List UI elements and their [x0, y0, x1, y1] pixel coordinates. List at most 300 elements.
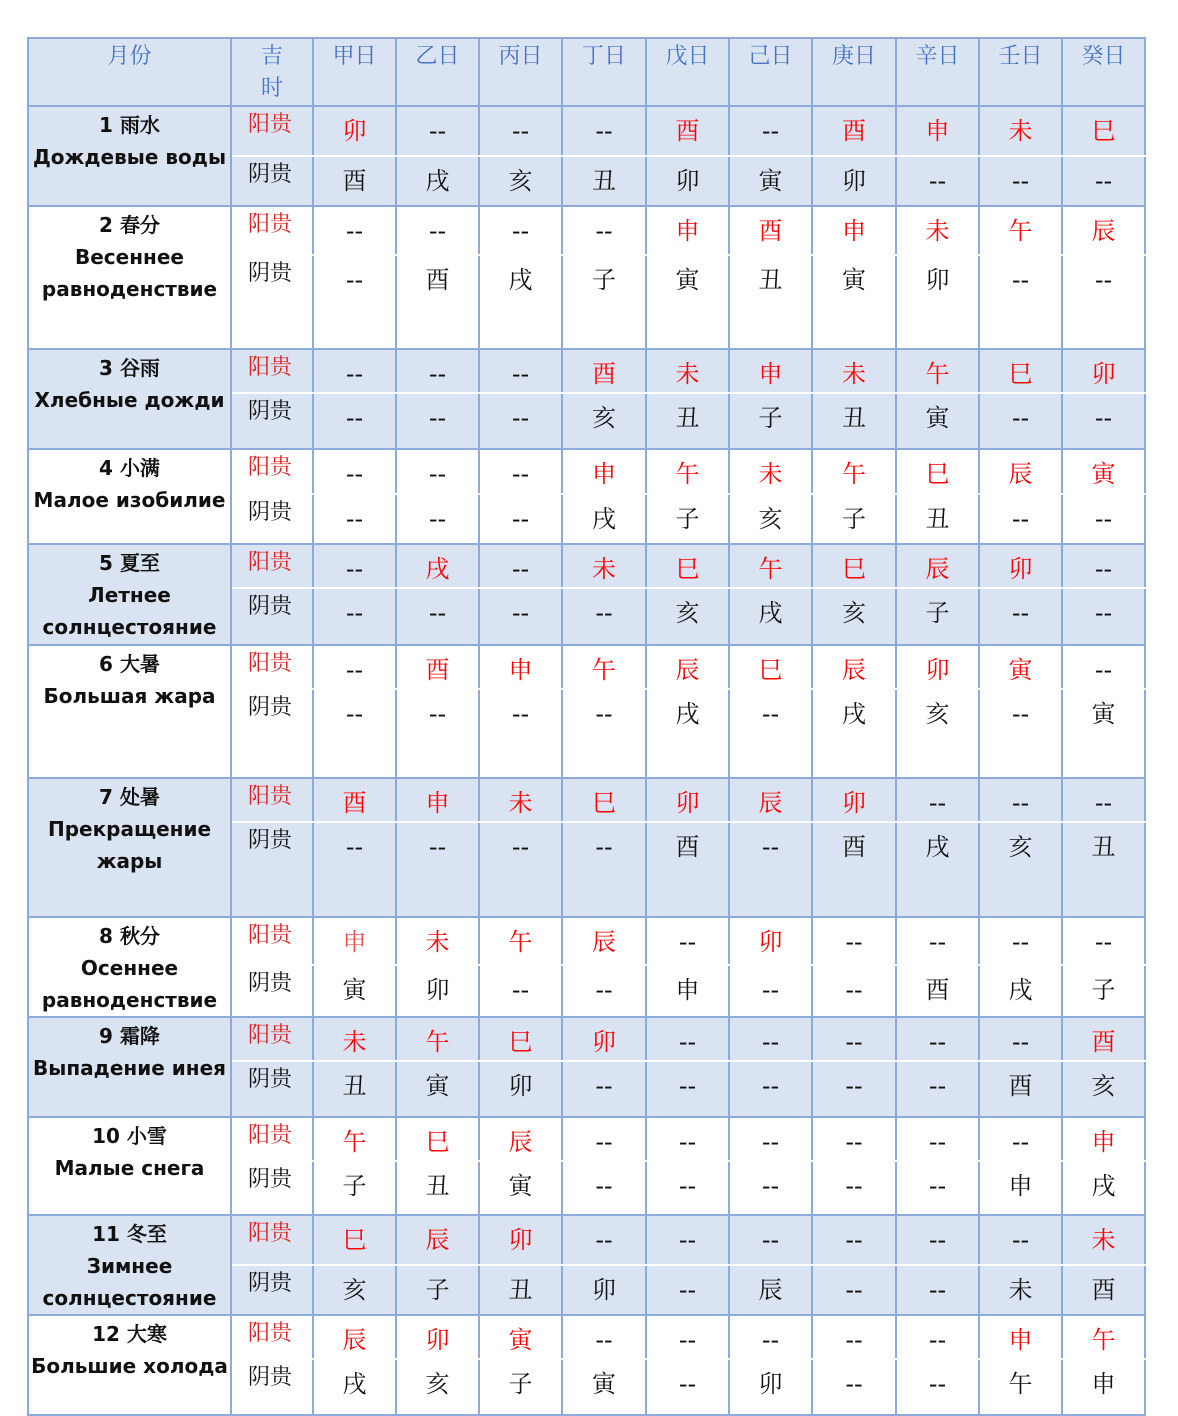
table-row: [28, 206, 1145, 255]
yang-value-cell: --: [479, 349, 562, 393]
month-number: 4: [99, 456, 113, 480]
yin-value-cell: 寅: [646, 255, 729, 349]
yang-value-cell: --: [1062, 778, 1145, 822]
month-russian-name: Прекращение жары: [47, 817, 212, 873]
yang-value-cell: 巳: [646, 544, 729, 588]
yin-value-cell: --: [812, 965, 896, 1017]
yang-value-cell: 巳: [729, 645, 812, 689]
yin-value-cell: 丑: [562, 156, 646, 206]
yang-value-cell: 申: [979, 1315, 1062, 1359]
month-cell: [28, 106, 231, 206]
yin-label: 阴贵: [231, 1359, 313, 1415]
yang-value-cell: 酉: [1062, 1017, 1145, 1061]
yang-label: 阳贵: [231, 449, 313, 494]
month-russian-name: Летнее солнцестояние: [42, 583, 217, 639]
yang-value-cell: 申: [396, 778, 479, 822]
yang-value-cell: 辰: [812, 645, 896, 689]
yin-value-cell: 午: [979, 1359, 1062, 1415]
month-chinese-name: 秋分: [119, 924, 160, 948]
yang-value-cell: --: [896, 1017, 979, 1061]
yin-value-cell: --: [562, 965, 646, 1017]
yin-value-cell: 戌: [313, 1359, 396, 1415]
yang-value-cell: 申: [562, 449, 646, 494]
month-russian-name: Дождевые воды: [32, 145, 227, 169]
header-ji-bottom: 时: [260, 76, 283, 101]
yang-value-cell: 申: [896, 106, 979, 156]
yang-value-cell: --: [1062, 645, 1145, 689]
yin-value-cell: 寅: [1062, 689, 1145, 778]
yang-value-cell: --: [729, 106, 812, 156]
yang-value-cell: --: [562, 1215, 646, 1265]
month-russian-name: Большие холода: [31, 1354, 228, 1378]
month-russian-name: Зимнее солнцестояние: [42, 1254, 217, 1310]
yin-value-cell: --: [979, 588, 1062, 645]
yin-value-cell: --: [729, 689, 812, 778]
month-number: 8: [99, 924, 113, 948]
month-number: 9: [99, 1024, 113, 1048]
header-ji-shi: [231, 38, 313, 106]
month-cell: [28, 778, 231, 917]
month-title: [29, 1218, 230, 1250]
yang-value-cell: --: [729, 1315, 812, 1359]
yang-value-cell: --: [979, 1215, 1062, 1265]
yang-value-cell: 寅: [1062, 449, 1145, 494]
month-number: 3: [99, 356, 113, 380]
yin-value-cell: 亥: [979, 822, 1062, 917]
yin-value-cell: 子: [896, 588, 979, 645]
yin-value-cell: --: [646, 1265, 729, 1315]
yang-value-cell: 酉: [812, 106, 896, 156]
yin-value-cell: 卯: [396, 965, 479, 1017]
yin-value-cell: --: [812, 1161, 896, 1215]
yang-label: 阳贵: [231, 349, 313, 393]
yang-value-cell: --: [729, 1215, 812, 1265]
yin-value-cell: --: [729, 822, 812, 917]
yin-value-cell: 卯: [729, 1359, 812, 1415]
yin-value-cell: --: [562, 689, 646, 778]
yin-value-cell: 子: [646, 494, 729, 544]
yin-value-cell: 酉: [396, 255, 479, 349]
yang-value-cell: 辰: [646, 645, 729, 689]
yin-label: 阴贵: [231, 689, 313, 778]
yang-label: 阳贵: [231, 106, 313, 156]
yang-value-cell: 辰: [1062, 206, 1145, 255]
table-row: [28, 645, 1145, 689]
yang-value-cell: 午: [313, 1117, 396, 1161]
yin-label: 阴贵: [231, 156, 313, 206]
yin-value-cell: 卯: [646, 156, 729, 206]
yang-value-cell: 酉: [562, 349, 646, 393]
yin-value-cell: --: [479, 588, 562, 645]
yin-value-cell: --: [313, 822, 396, 917]
yang-value-cell: 午: [729, 544, 812, 588]
header-day: 癸日: [1062, 38, 1145, 106]
yin-value-cell: 丑: [479, 1265, 562, 1315]
month-number: 10: [92, 1124, 120, 1148]
yang-value-cell: --: [313, 544, 396, 588]
month-number: 12: [92, 1322, 120, 1346]
yin-value-cell: 未: [979, 1265, 1062, 1315]
yang-value-cell: --: [979, 1117, 1062, 1161]
yin-value-cell: 子: [812, 494, 896, 544]
yin-value-cell: 亥: [396, 1359, 479, 1415]
yin-value-cell: --: [1062, 255, 1145, 349]
yang-label: 阳贵: [231, 645, 313, 689]
yin-value-cell: 申: [646, 965, 729, 1017]
yang-value-cell: --: [896, 1315, 979, 1359]
yin-value-cell: 卯: [812, 156, 896, 206]
yang-value-cell: 申: [1062, 1117, 1145, 1161]
yin-value-cell: --: [812, 1359, 896, 1415]
month-title: [29, 209, 230, 241]
yin-value-cell: 卯: [562, 1265, 646, 1315]
yang-value-cell: 未: [812, 349, 896, 393]
yang-value-cell: 辰: [313, 1315, 396, 1359]
header-day: 辛日: [896, 38, 979, 106]
yin-value-cell: 丑: [313, 1061, 396, 1117]
yang-value-cell: 巳: [896, 449, 979, 494]
month-chinese-name: 处暑: [119, 785, 160, 809]
yin-value-cell: 申: [979, 1161, 1062, 1215]
yang-value-cell: --: [896, 1117, 979, 1161]
yang-value-cell: --: [812, 1215, 896, 1265]
month-chinese-name: 冬至: [126, 1222, 167, 1246]
yang-value-cell: --: [313, 645, 396, 689]
yang-value-cell: --: [1062, 544, 1145, 588]
yang-value-cell: 未: [1062, 1215, 1145, 1265]
month-title: [29, 920, 230, 952]
yin-value-cell: 戌: [396, 156, 479, 206]
yin-value-cell: 丑: [896, 494, 979, 544]
month-title: [29, 352, 230, 384]
header-day: 庚日: [812, 38, 896, 106]
yin-value-cell: --: [729, 1061, 812, 1117]
yin-value-cell: 酉: [646, 822, 729, 917]
yin-value-cell: 亥: [1062, 1061, 1145, 1117]
yang-value-cell: 辰: [562, 917, 646, 965]
yin-value-cell: --: [1062, 588, 1145, 645]
yin-value-cell: --: [396, 494, 479, 544]
yang-value-cell: 辰: [729, 778, 812, 822]
yin-value-cell: --: [313, 393, 396, 449]
yin-label: 阴贵: [231, 494, 313, 544]
yang-value-cell: 午: [562, 645, 646, 689]
yang-value-cell: --: [479, 106, 562, 156]
yin-value-cell: 亥: [479, 156, 562, 206]
yin-value-cell: --: [562, 1061, 646, 1117]
month-cell: [28, 645, 231, 778]
yang-value-cell: --: [562, 1117, 646, 1161]
yang-value-cell: --: [562, 106, 646, 156]
month-cell: [28, 1315, 231, 1415]
month-chinese-name: 小雪: [126, 1124, 167, 1148]
yang-value-cell: --: [979, 917, 1062, 965]
yin-value-cell: 寅: [396, 1061, 479, 1117]
yin-label: 阴贵: [231, 393, 313, 449]
table-row: [28, 1117, 1145, 1161]
yin-value-cell: 亥: [313, 1265, 396, 1315]
month-cell: [28, 1017, 231, 1117]
yang-value-cell: 卯: [979, 544, 1062, 588]
yin-value-cell: --: [562, 1161, 646, 1215]
yin-value-cell: --: [396, 393, 479, 449]
yang-value-cell: 戌: [396, 544, 479, 588]
header-day: 己日: [729, 38, 812, 106]
yang-value-cell: --: [562, 1315, 646, 1359]
yin-value-cell: --: [979, 255, 1062, 349]
yang-value-cell: 酉: [313, 778, 396, 822]
yin-value-cell: --: [812, 1265, 896, 1315]
yang-value-cell: --: [646, 1315, 729, 1359]
yin-value-cell: 丑: [812, 393, 896, 449]
yang-label: 阳贵: [231, 1215, 313, 1265]
yin-value-cell: 辰: [729, 1265, 812, 1315]
yang-value-cell: 申: [646, 206, 729, 255]
yang-value-cell: 午: [479, 917, 562, 965]
yin-value-cell: --: [979, 494, 1062, 544]
yang-value-cell: 卯: [313, 106, 396, 156]
yin-value-cell: 酉: [896, 965, 979, 1017]
yin-value-cell: --: [896, 1265, 979, 1315]
yin-value-cell: --: [313, 255, 396, 349]
yang-value-cell: 卯: [646, 778, 729, 822]
yin-value-cell: --: [646, 1061, 729, 1117]
yang-value-cell: 未: [896, 206, 979, 255]
yin-value-cell: 子: [562, 255, 646, 349]
yin-value-cell: --: [313, 588, 396, 645]
yin-value-cell: 酉: [1062, 1265, 1145, 1315]
yang-value-cell: 未: [646, 349, 729, 393]
yang-label: 阳贵: [231, 1017, 313, 1061]
table-row: [28, 1315, 1145, 1359]
yin-value-cell: --: [979, 156, 1062, 206]
yang-value-cell: 寅: [479, 1315, 562, 1359]
month-title: [29, 1020, 230, 1052]
yin-value-cell: 亥: [896, 689, 979, 778]
yin-value-cell: 戌: [896, 822, 979, 917]
yin-label: 阴贵: [231, 1161, 313, 1215]
yin-value-cell: 亥: [562, 393, 646, 449]
header-row: [28, 38, 1145, 106]
yang-value-cell: --: [812, 1315, 896, 1359]
yang-value-cell: 酉: [396, 645, 479, 689]
header-day: 壬日: [979, 38, 1062, 106]
yin-value-cell: 戌: [729, 588, 812, 645]
yin-value-cell: 丑: [1062, 822, 1145, 917]
yin-label: 阴贵: [231, 1265, 313, 1315]
yang-value-cell: 卯: [812, 778, 896, 822]
yang-value-cell: --: [479, 544, 562, 588]
month-chinese-name: 雨水: [119, 113, 160, 137]
yin-value-cell: 子: [313, 1161, 396, 1215]
month-number: 11: [92, 1222, 120, 1246]
yang-value-cell: 申: [479, 645, 562, 689]
table-row: [28, 106, 1145, 156]
yang-value-cell: 午: [979, 206, 1062, 255]
yin-value-cell: 子: [729, 393, 812, 449]
yang-value-cell: 卯: [896, 645, 979, 689]
yang-value-cell: 巳: [979, 349, 1062, 393]
yang-label: 阳贵: [231, 1315, 313, 1359]
month-number: 5: [99, 551, 113, 575]
month-cell: [28, 544, 231, 645]
yin-value-cell: --: [479, 494, 562, 544]
yin-value-cell: 亥: [646, 588, 729, 645]
yang-value-cell: 巳: [479, 1017, 562, 1061]
yin-value-cell: --: [896, 156, 979, 206]
yang-value-cell: 申: [313, 917, 396, 965]
table-row: [28, 917, 1145, 965]
yang-value-cell: --: [313, 206, 396, 255]
header-day: 丁日: [562, 38, 646, 106]
yang-value-cell: --: [562, 206, 646, 255]
yang-value-cell: 未: [562, 544, 646, 588]
yin-value-cell: --: [479, 822, 562, 917]
yin-value-cell: --: [313, 494, 396, 544]
month-russian-name: Хлебные дожди: [34, 388, 225, 412]
month-number: 7: [99, 785, 113, 809]
yin-value-cell: --: [896, 1061, 979, 1117]
yin-value-cell: --: [812, 1061, 896, 1117]
table-row: [28, 1215, 1145, 1265]
month-title: [29, 648, 230, 680]
yang-value-cell: 酉: [646, 106, 729, 156]
yang-value-cell: --: [396, 106, 479, 156]
yin-value-cell: 寅: [313, 965, 396, 1017]
table-row: [28, 449, 1145, 494]
month-chinese-name: 大暑: [119, 652, 160, 676]
yang-value-cell: 辰: [979, 449, 1062, 494]
yang-value-cell: --: [646, 1215, 729, 1265]
month-chinese-name: 夏至: [119, 551, 160, 575]
yin-value-cell: 戌: [479, 255, 562, 349]
yin-value-cell: 亥: [812, 588, 896, 645]
month-chinese-name: 谷雨: [119, 356, 160, 380]
yang-value-cell: 申: [812, 206, 896, 255]
yin-value-cell: 寅: [729, 156, 812, 206]
yin-value-cell: --: [396, 822, 479, 917]
header-ji-top: 吉: [260, 44, 283, 69]
noble-hours-table: [27, 37, 1146, 1416]
yang-value-cell: --: [646, 1117, 729, 1161]
yang-value-cell: 午: [896, 349, 979, 393]
yang-value-cell: 午: [396, 1017, 479, 1061]
table-row: [28, 544, 1145, 588]
yin-value-cell: 寅: [896, 393, 979, 449]
yin-label: 阴贵: [231, 1061, 313, 1117]
table-row: [28, 778, 1145, 822]
yang-value-cell: --: [896, 917, 979, 965]
yang-value-cell: --: [646, 1017, 729, 1061]
yang-value-cell: --: [729, 1017, 812, 1061]
yin-value-cell: --: [896, 1359, 979, 1415]
yang-label: 阳贵: [231, 917, 313, 965]
yin-value-cell: --: [646, 1161, 729, 1215]
yin-value-cell: 戌: [812, 689, 896, 778]
header-day: 丙日: [479, 38, 562, 106]
month-title: [29, 452, 230, 484]
yin-value-cell: 酉: [979, 1061, 1062, 1117]
month-cell: [28, 449, 231, 544]
month-number: 6: [99, 652, 113, 676]
yang-value-cell: 未: [729, 449, 812, 494]
yin-value-cell: --: [1062, 393, 1145, 449]
month-cell: [28, 917, 231, 1017]
yin-value-cell: 寅: [812, 255, 896, 349]
yang-value-cell: --: [812, 1117, 896, 1161]
table-row: [28, 1017, 1145, 1061]
month-number: 1: [99, 113, 113, 137]
yang-value-cell: 辰: [396, 1215, 479, 1265]
yang-value-cell: --: [313, 349, 396, 393]
table-row: [28, 349, 1145, 393]
yin-value-cell: 寅: [562, 1359, 646, 1415]
yin-value-cell: --: [979, 689, 1062, 778]
yin-value-cell: --: [396, 689, 479, 778]
yin-value-cell: 子: [396, 1265, 479, 1315]
yang-value-cell: 卯: [1062, 349, 1145, 393]
yang-value-cell: --: [812, 917, 896, 965]
header-day: 甲日: [313, 38, 396, 106]
yin-value-cell: 酉: [812, 822, 896, 917]
yin-value-cell: 丑: [729, 255, 812, 349]
yang-value-cell: --: [479, 206, 562, 255]
yin-value-cell: --: [729, 1161, 812, 1215]
yin-label: 阴贵: [231, 965, 313, 1017]
yang-value-cell: --: [896, 1215, 979, 1265]
yang-value-cell: 辰: [896, 544, 979, 588]
yin-value-cell: --: [562, 588, 646, 645]
month-chinese-name: 小满: [119, 456, 160, 480]
month-title: [29, 1120, 230, 1152]
yin-value-cell: 寅: [479, 1161, 562, 1215]
yang-value-cell: --: [896, 778, 979, 822]
month-cell: [28, 1215, 231, 1315]
yang-value-cell: --: [396, 449, 479, 494]
yang-value-cell: 酉: [729, 206, 812, 255]
yin-value-cell: --: [479, 965, 562, 1017]
month-russian-name: Выпадение инея: [33, 1056, 226, 1080]
yang-value-cell: 巳: [1062, 106, 1145, 156]
yang-label: 阳贵: [231, 778, 313, 822]
yang-value-cell: --: [979, 1017, 1062, 1061]
yin-value-cell: 卯: [896, 255, 979, 349]
yin-value-cell: --: [562, 822, 646, 917]
month-russian-name: Осеннее равноденствие: [41, 956, 218, 1012]
header-day: 戊日: [646, 38, 729, 106]
yang-value-cell: 未: [979, 106, 1062, 156]
yang-value-cell: 卯: [562, 1017, 646, 1061]
month-russian-name: Малые снега: [54, 1156, 205, 1180]
yin-value-cell: 酉: [313, 156, 396, 206]
yin-value-cell: 卯: [479, 1061, 562, 1117]
yin-value-cell: --: [896, 1161, 979, 1215]
yang-value-cell: 辰: [479, 1117, 562, 1161]
yin-value-cell: 戌: [979, 965, 1062, 1017]
yang-value-cell: 卯: [479, 1215, 562, 1265]
yang-value-cell: 午: [1062, 1315, 1145, 1359]
yin-value-cell: --: [646, 1359, 729, 1415]
yin-label: 阴贵: [231, 588, 313, 645]
month-russian-name: Большая жара: [43, 684, 216, 708]
yang-value-cell: 未: [396, 917, 479, 965]
month-chinese-name: 春分: [119, 213, 160, 237]
yang-value-cell: --: [313, 449, 396, 494]
yang-value-cell: 未: [479, 778, 562, 822]
yang-value-cell: 巳: [396, 1117, 479, 1161]
yin-value-cell: --: [1062, 156, 1145, 206]
month-chinese-name: 大寒: [126, 1322, 167, 1346]
